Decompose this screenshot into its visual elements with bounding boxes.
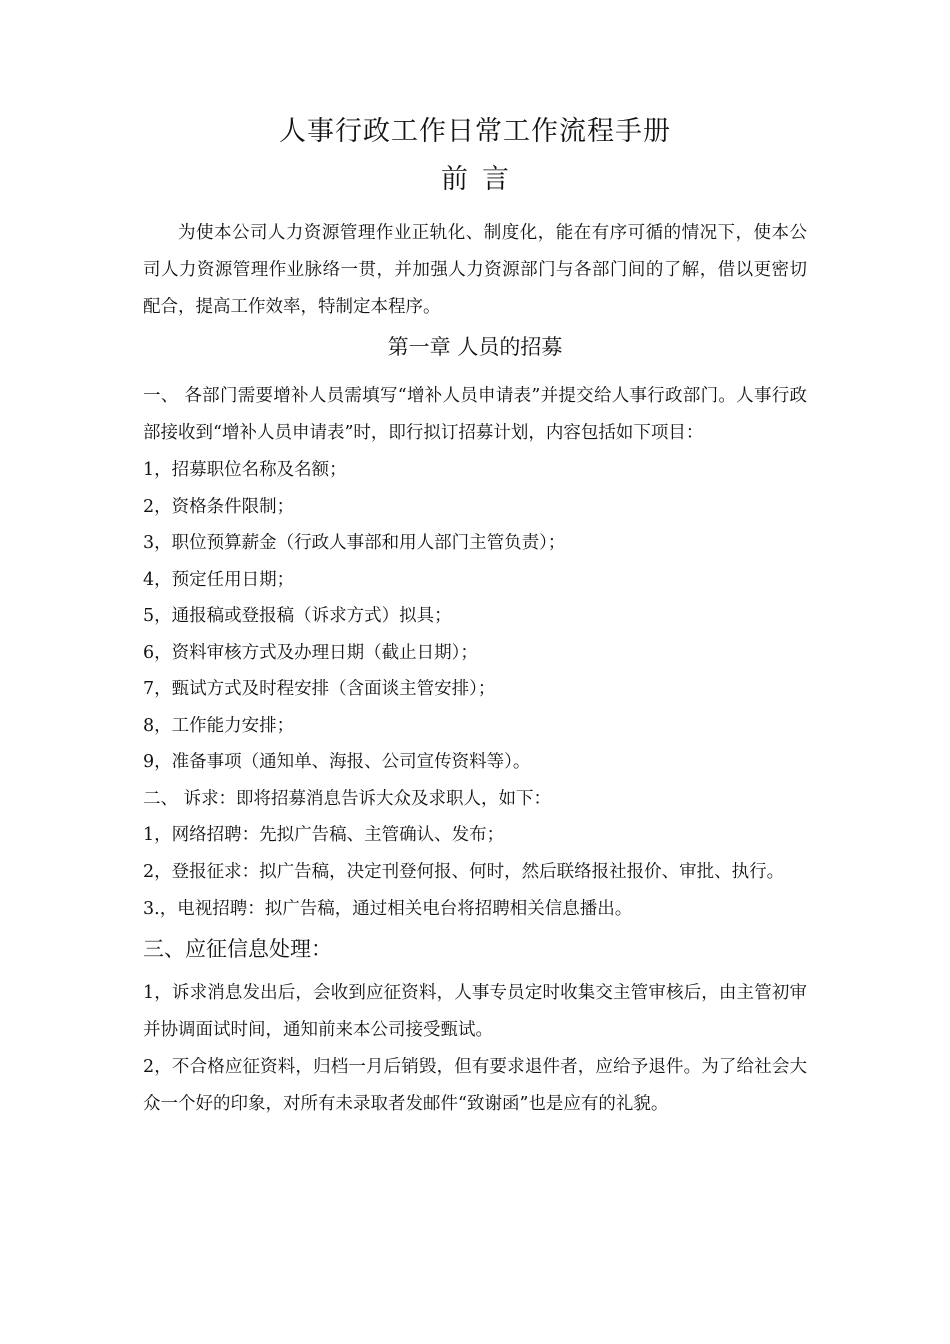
document-title: 人事行政工作日常工作流程手册: [279, 116, 671, 147]
list-item: 2，不合格应征资料，归档一月后销毁，但有要求退件者，应给予退件。为了给社会大众一个好的印象，对所有未录取者发邮件“致谢函”也是应有的礼貌。: [143, 1057, 807, 1114]
section-3-heading: 三、应征信息处理：: [143, 937, 332, 961]
list-item: 4，预定任用日期；: [143, 569, 295, 590]
list-item: 3.，电视招聘：拟广告稿，通过相关电台将招聘相关信息播出。: [143, 898, 633, 919]
list-item: 5，通报稿或登报稿（诉求方式）拟具；: [143, 606, 452, 626]
list-item: 1，诉求消息发出后，会收到应征资料，人事专员定时收集交主管审核后，由主管初审并协调面试时间，通知前来本公司接受甄试。: [143, 983, 807, 1040]
section-2-heading: 二、 诉求：即将招募消息告诉大众及求职人，如下：: [143, 788, 552, 809]
list-item: 2，资格条件限制；: [143, 496, 295, 517]
list-item: 2，登报征求：拟广告稿，决定刊登何报、何时，然后联络报社报价、审批、执行。: [143, 861, 785, 882]
list-item: 7，甄试方式及时程安排（含面谈主管安排）；: [143, 679, 496, 699]
list-item: 9，准备事项（通知单、海报、公司宣传资料等）。: [143, 752, 531, 772]
list-item: 8，工作能力安排；: [143, 715, 295, 736]
list-item: 3，职位预算薪金（行政人事部和用人部门主管负责）；: [143, 533, 566, 553]
list-item: 1，网络招聘：先拟广告稿、主管确认、发布；: [143, 825, 505, 845]
list-item: 6，资料审核方式及办理日期（截止日期）；: [143, 642, 478, 663]
chapter-body: [143, 378, 807, 1123]
list-item: 1，招募职位名称及名额；: [143, 460, 347, 480]
section-1-paragraph: 一、 各部门需要增补人员需填写“增补人员申请表”并提交给人事行政部门。人事行政部接收到“增补人员申请表”时，即行拟订招募计划，内容包括如下项目：: [143, 386, 807, 443]
intro-paragraph: 为使本公司人力资源管理作业正轨化、制度化，能在有序可循的情况下，使本公司人力资源管理作业脉络一贯，并加强人力资源部门与各部门间的了解，借以更密切配合，提高工作效率，特制定本程序。: [143, 223, 807, 317]
chapter-title: 第一章 人员的招募: [387, 335, 563, 359]
preface-heading: 前言: [441, 164, 523, 195]
